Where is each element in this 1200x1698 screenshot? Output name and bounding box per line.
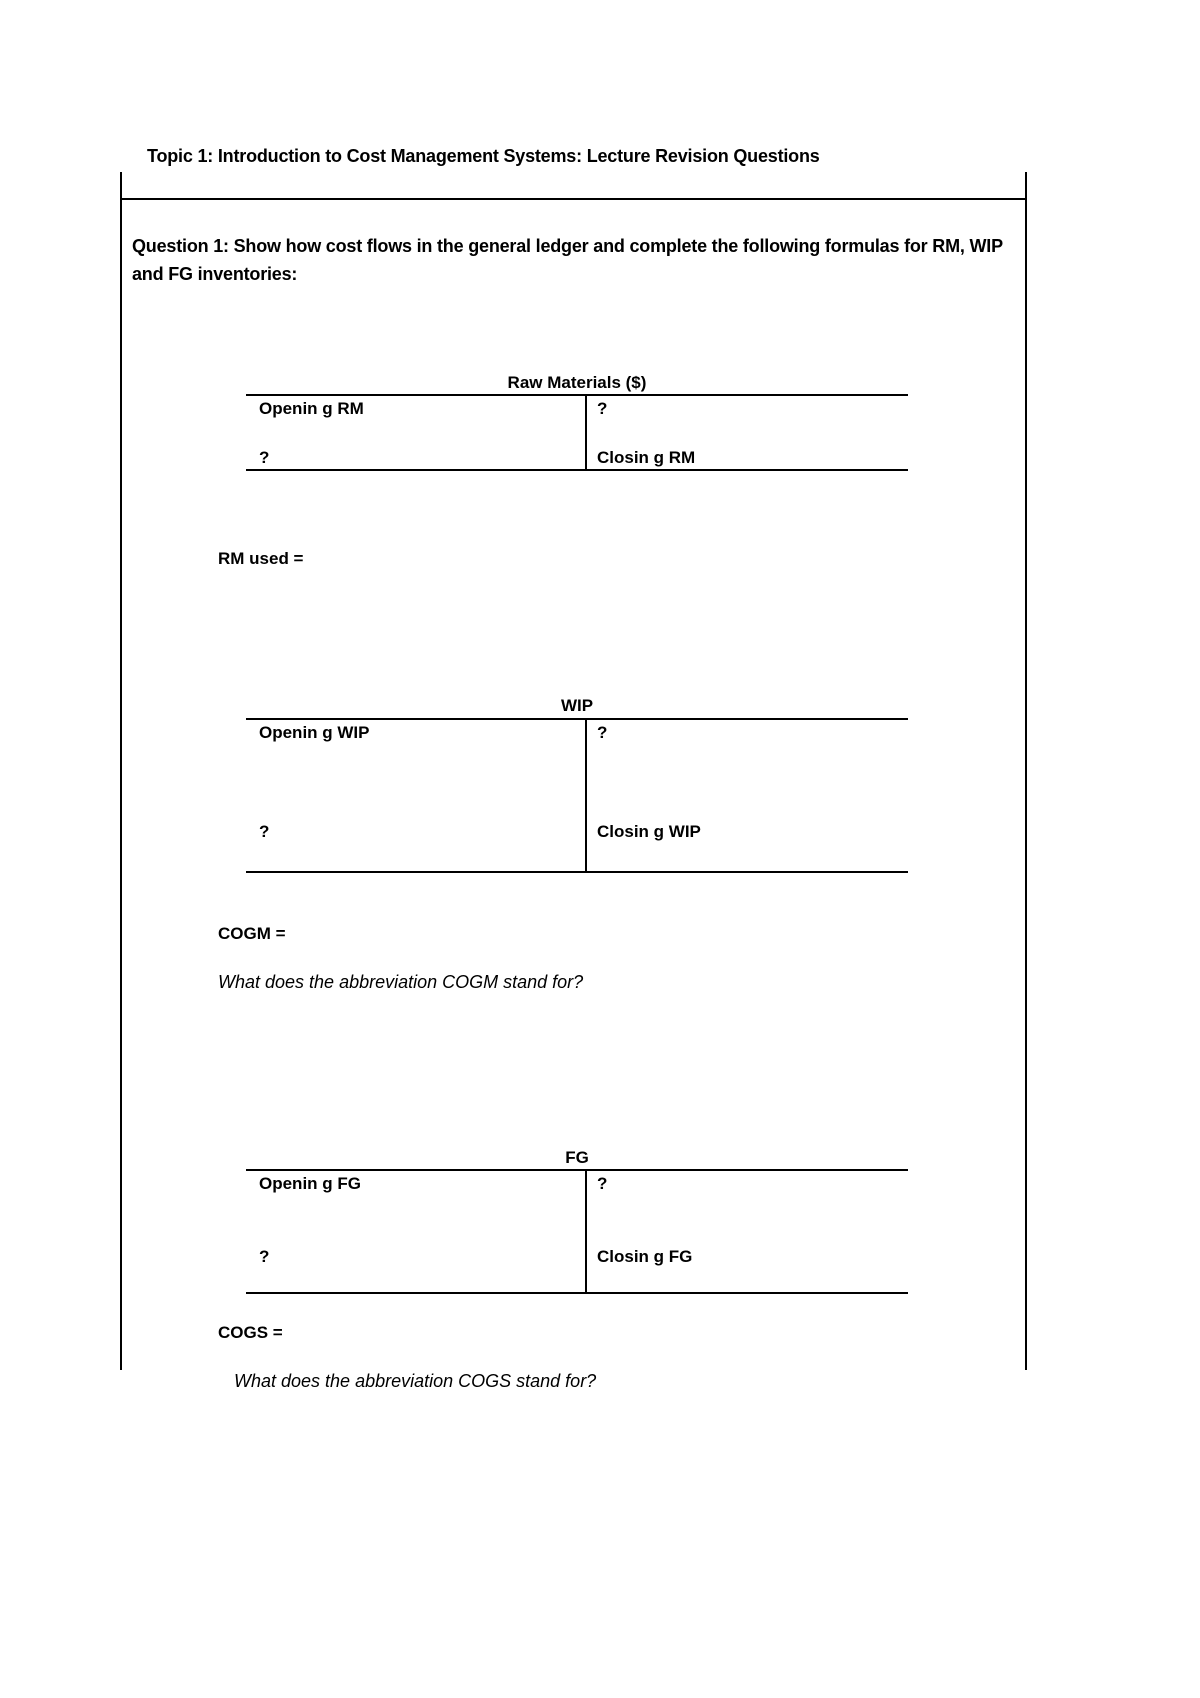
fg-ledger-bottom-line — [246, 1292, 908, 1294]
rm-opening-label: Openin g RM — [259, 399, 364, 418]
fg-ledger-top-line — [246, 1169, 908, 1171]
cogs-abbreviation-question: What does the abbreviation COGS stand for? — [234, 1371, 597, 1391]
rm-ledger-top-line — [246, 394, 908, 396]
wip-ledger-divider — [585, 719, 587, 873]
cogs-formula: COGS = — [218, 1323, 283, 1342]
frame-top-border — [120, 198, 1027, 200]
wip-ledger-title: WIP — [560, 696, 594, 715]
wip-left-unknown: ? — [259, 822, 270, 841]
page-title: Topic 1: Introduction to Cost Management Systems: Lecture Revision Questions — [147, 146, 820, 166]
rm-ledger-bottom-line — [246, 469, 908, 471]
fg-right-unknown: ? — [597, 1174, 608, 1193]
rm-used-formula: RM used = — [218, 549, 304, 568]
fg-closing-label: Closin g FG — [597, 1247, 693, 1266]
rm-ledger-divider — [585, 395, 587, 470]
rm-right-unknown: ? — [597, 399, 608, 418]
fg-opening-label: Openin g FG — [259, 1174, 361, 1193]
rm-ledger-title: Raw Materials ($) — [507, 373, 647, 392]
wip-ledger-bottom-line — [246, 871, 908, 873]
fg-left-unknown: ? — [259, 1247, 270, 1266]
wip-right-unknown: ? — [597, 723, 608, 742]
fg-ledger-title: FG — [565, 1148, 589, 1167]
wip-opening-label: Openin g WIP — [259, 723, 370, 742]
wip-closing-label: Closin g WIP — [597, 822, 701, 841]
frame-left-border — [120, 172, 122, 1370]
question-1-text: Question 1: Show how cost flows in the general ledger and complete the following formulas for RM, WIP and FG inventories: — [132, 236, 1003, 284]
fg-ledger-divider — [585, 1170, 587, 1294]
rm-left-unknown: ? — [259, 448, 270, 467]
frame-right-border — [1025, 172, 1027, 1370]
cogm-formula: COGM = — [218, 924, 286, 943]
cogm-abbreviation-question: What does the abbreviation COGM stand for? — [218, 972, 584, 992]
rm-closing-label: Closin g RM — [597, 448, 696, 467]
wip-ledger-top-line — [246, 718, 908, 720]
